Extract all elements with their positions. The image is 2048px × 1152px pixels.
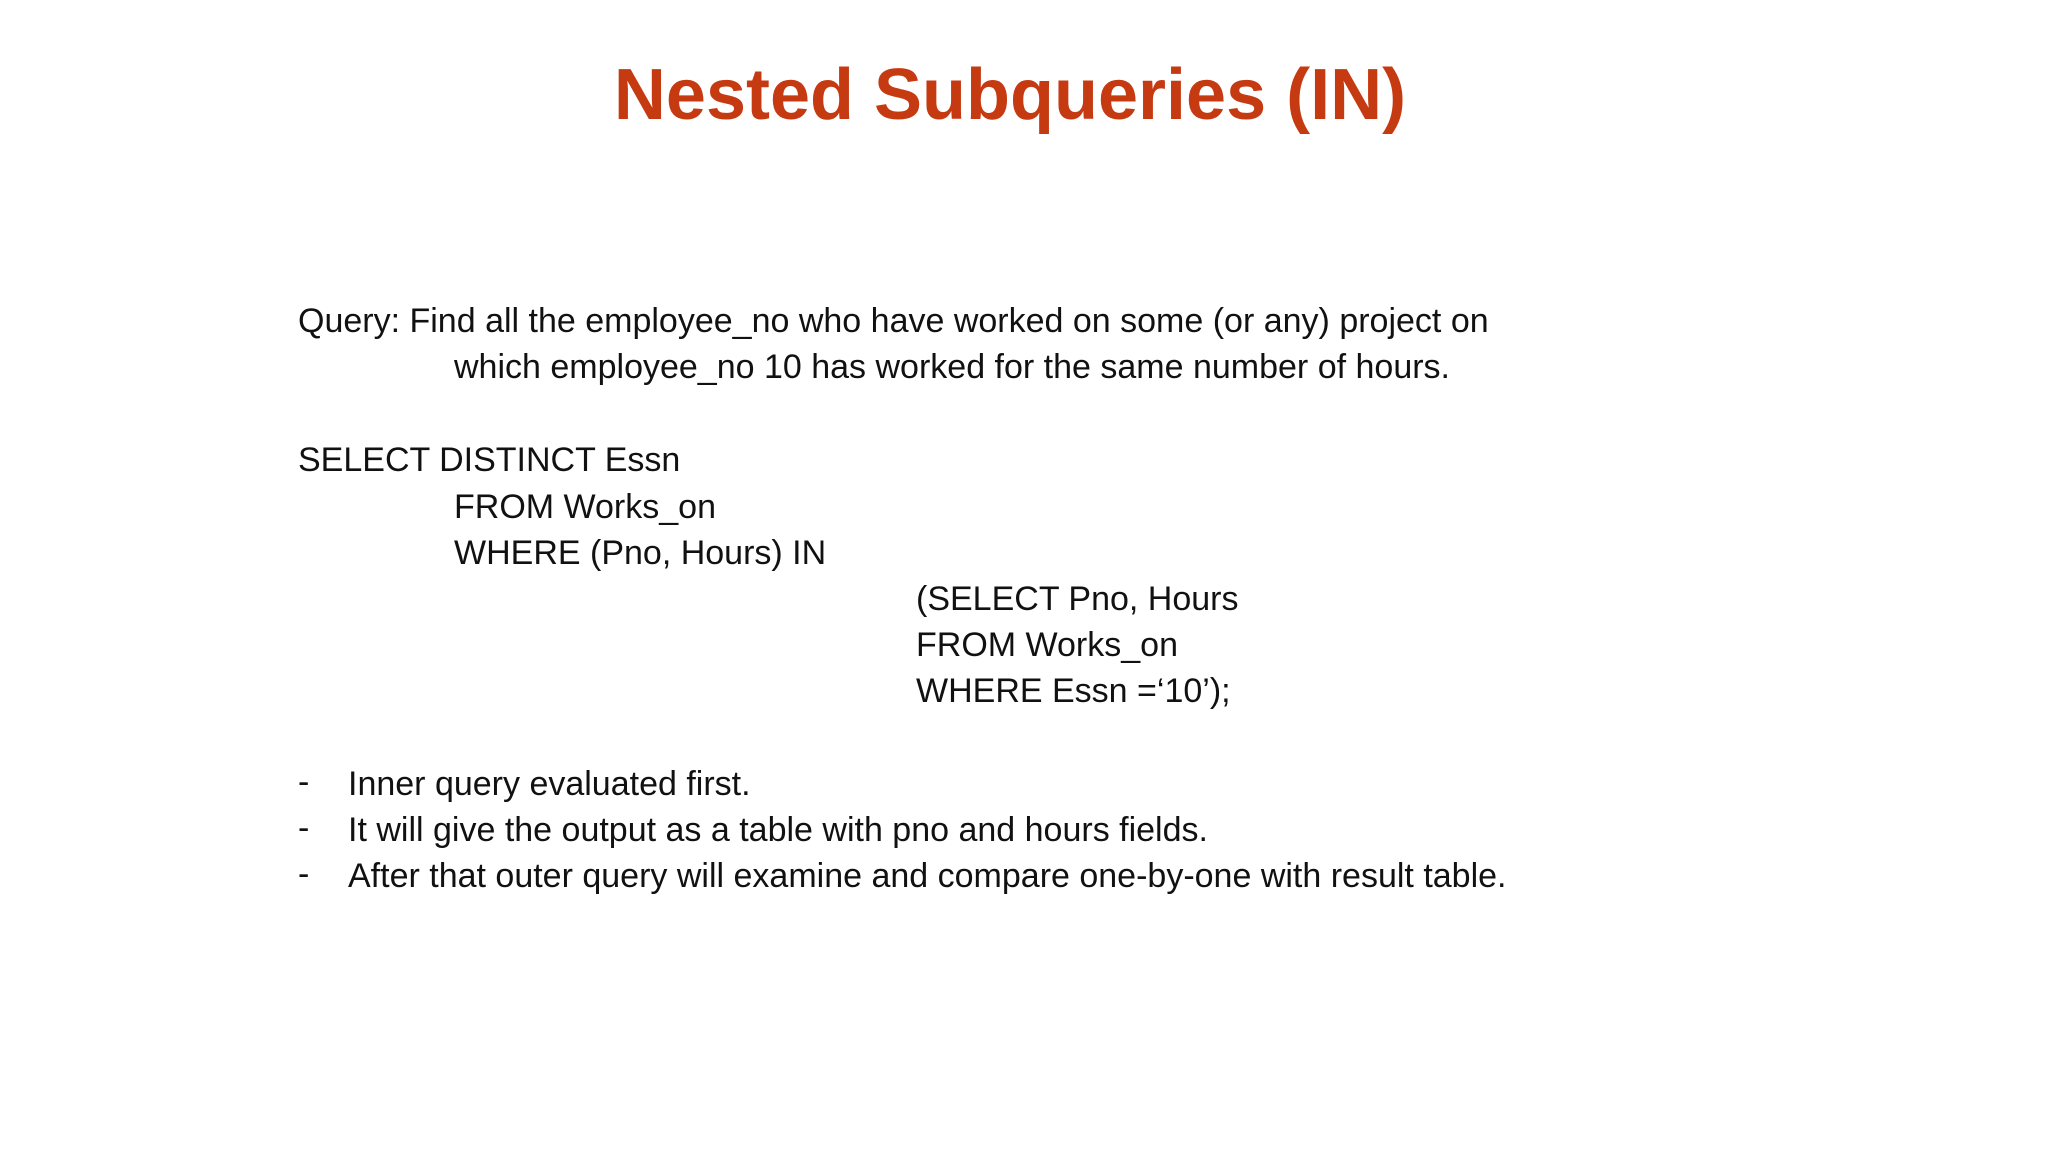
- sql-where: WHERE (Pno, Hours) IN: [454, 534, 827, 572]
- query-line-1: Query: Find all the employee_no who have worked on some (or any) project on: [298, 302, 1489, 340]
- bullet-marker: -: [298, 855, 310, 893]
- sql-sub-where: WHERE Essn =‘10’);: [916, 672, 1231, 710]
- sql-sub-select: (SELECT Pno, Hours: [916, 580, 1239, 618]
- bullet-marker: -: [298, 809, 310, 847]
- sql-from: FROM Works_on: [454, 488, 716, 526]
- bullet-marker: -: [298, 763, 310, 801]
- bullet-item: Inner query evaluated first.: [348, 765, 751, 803]
- sql-sub-from: FROM Works_on: [916, 626, 1178, 664]
- bullet-item: It will give the output as a table with pno and hours fields.: [348, 811, 1208, 849]
- query-line-2: which employee_no 10 has worked for the same number of hours.: [454, 348, 1450, 386]
- bullet-item: After that outer query will examine and compare one-by-one with result table.: [348, 857, 1507, 895]
- slide-title: Nested Subqueries (IN): [613, 55, 1407, 135]
- sql-select: SELECT DISTINCT Essn: [298, 441, 681, 479]
